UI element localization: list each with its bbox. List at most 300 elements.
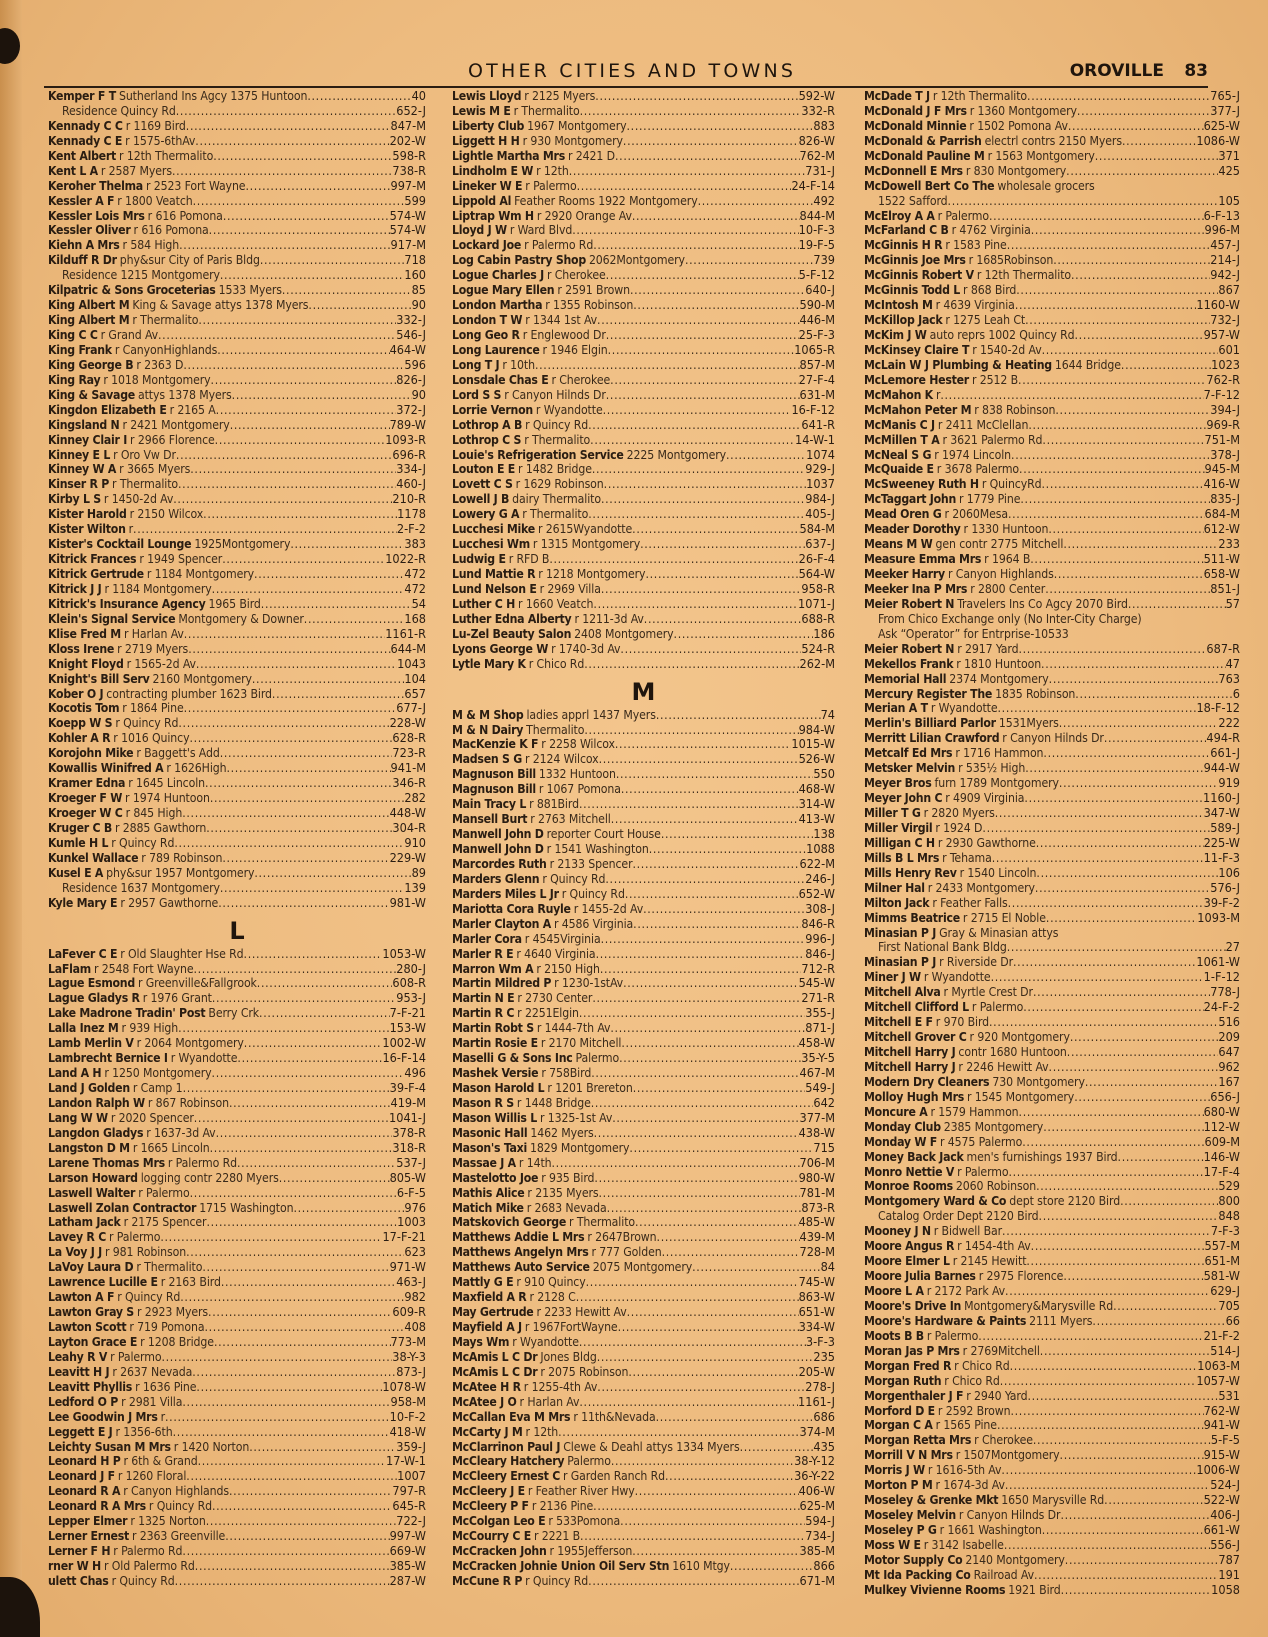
listing-name: Manwell John D (452, 827, 544, 842)
listing-row (452, 1499, 835, 1514)
dot-leader (1019, 1105, 1204, 1120)
listing-name: Memorial Hall (864, 671, 947, 686)
listing-name: Long Laurence (452, 342, 540, 357)
listing-row (48, 223, 426, 238)
dot-leader (1054, 567, 1204, 582)
listing-name: Martin Rosie E (452, 1036, 538, 1051)
listing-name: Meyer Bros (864, 776, 932, 791)
listing-name: Kent Albert (48, 148, 117, 163)
listing-name: Knight Floyd (48, 656, 124, 671)
dot-leader (1033, 1433, 1211, 1448)
phone-number: 661-J (1210, 746, 1240, 761)
phone-number: 377-M (799, 1110, 835, 1125)
dot-leader (1019, 462, 1204, 477)
listing-name: Morford D E (864, 1403, 935, 1418)
listing-address: r 2715 El Noble (962, 910, 1046, 925)
listing-name: McElroy A A (864, 208, 935, 223)
listing-address: r Wyandotte (923, 970, 991, 985)
listing-row (452, 642, 835, 657)
dot-leader (212, 1066, 405, 1081)
dot-leader (621, 1036, 798, 1051)
phone-number: 658-W (1203, 567, 1240, 581)
dot-leader (730, 1559, 813, 1574)
phone-number: 826-J (396, 372, 426, 387)
listing-name: King George B (48, 357, 134, 372)
phone-number: 40 (411, 89, 426, 103)
listing-address: r Wyandotte (535, 402, 603, 417)
listing-address: King & Savage attys 1378 Myers (132, 298, 309, 313)
listing-name: McKillop Jack (864, 313, 943, 328)
listing-row (864, 164, 1240, 179)
phone-number: 405-J (805, 507, 835, 522)
phone-number: 805-W (389, 1170, 426, 1185)
phone-number: 485-W (798, 1215, 835, 1230)
listing-name: Mitchell E F (864, 1015, 933, 1030)
dot-leader (1034, 1568, 1218, 1583)
phone-number: 468-W (798, 782, 835, 797)
listing-address: r 2930 Gawthorne (937, 835, 1036, 850)
listing-name: King Frank (48, 342, 112, 357)
listing-address: r 1616-5th Av (927, 1463, 1002, 1478)
listing-row (452, 194, 835, 209)
phone-number: 308-J (805, 901, 835, 916)
listing-row (48, 716, 426, 731)
dot-leader (1007, 238, 1211, 253)
dot-leader (1066, 164, 1218, 179)
phone-number: 718 (404, 253, 426, 268)
dot-leader (632, 209, 800, 224)
phone-number: 526-W (798, 752, 835, 767)
section-title: OTHER CITIES AND TOWNS (468, 60, 797, 82)
phone-number: 457-J (1210, 238, 1240, 253)
listing-name: London T W (452, 313, 523, 328)
listing-address: r 867 Robinson (147, 1095, 229, 1110)
listing-address: r 2060Mesa (944, 507, 1008, 522)
listing-address: r 12th (525, 1424, 559, 1439)
phone-number: 686 (813, 1409, 835, 1424)
phone-number: 10-F-3 (798, 223, 835, 238)
listing-name: McCleery P F (452, 1499, 529, 1514)
listing-row (452, 627, 835, 642)
listing-address: r Wyandotte (930, 701, 998, 716)
phone-number: 1178 (397, 507, 426, 522)
listing-name: Lucchesi Wm (452, 537, 530, 552)
dot-leader (1031, 1239, 1205, 1254)
phone-number: 789-W (389, 417, 426, 432)
phone-number: 739 (813, 253, 835, 268)
dot-leader (549, 552, 798, 567)
phone-number: 7-F-21 (389, 1006, 426, 1021)
dot-leader (193, 194, 405, 209)
listing-address: r 1637-3d Av (146, 1125, 216, 1140)
listing-name: Kennady C C (48, 118, 123, 133)
dot-leader (212, 991, 396, 1006)
listing-name: Landon Ralph W (48, 1095, 145, 1110)
listing-address: Catalog Order Dept 2120 Bird (878, 1209, 1039, 1224)
dot-leader (223, 209, 390, 224)
listing-address: r Camp 1 (132, 1081, 183, 1095)
listing-name: Korojohn Mike (48, 746, 134, 761)
listing-address: contr 1680 Huntoon (958, 1045, 1067, 1059)
phone-number: 318-R (392, 1140, 426, 1155)
phone-number: 287-W (389, 1573, 426, 1588)
dot-leader (161, 1350, 392, 1365)
phone-number: 787 (1218, 1552, 1240, 1567)
listing-address: r 1541 Washington (546, 842, 649, 856)
listing-address: 2060 Robinson (955, 1179, 1037, 1194)
listing-name: LaVoy Laura D (48, 1260, 134, 1275)
listing-row (48, 896, 426, 911)
listing-name: Marler Clayton A (452, 916, 551, 931)
listing-address: r Palermo Rd (524, 238, 594, 253)
listing-row (48, 328, 426, 343)
listing-address: r 2800 Center (970, 581, 1046, 596)
listing-name: ulett Chas (48, 1573, 109, 1588)
listing-address: r 777 Golden (591, 1245, 662, 1260)
listing-row (48, 388, 426, 403)
listing-name: Lineker W E (452, 178, 523, 193)
dot-leader (1043, 746, 1210, 761)
listing-row (452, 1320, 835, 1335)
phone-number: 797-R (392, 1484, 426, 1499)
listing-name: Kennady C E (48, 133, 123, 148)
listing-row (48, 746, 426, 761)
listing-row (452, 149, 835, 164)
listing-address: 2075 Montgomery (592, 1260, 693, 1275)
listing-address: r 3678 Palermo (936, 462, 1020, 477)
listing-name: Kramer Edna (48, 776, 126, 791)
listing-row (864, 1329, 1240, 1344)
listing-name: Koepp W S (48, 716, 113, 731)
dot-leader (226, 761, 390, 776)
listing-name: Merlin's Billiard Parlor (864, 716, 996, 731)
dot-leader (254, 866, 411, 881)
listing-address: r Quincy Rd (111, 1573, 175, 1588)
listing-row (452, 1440, 835, 1455)
listing-address: dept store 2120 Bird (1009, 1194, 1121, 1209)
phone-number: 21-F-2 (1203, 1328, 1240, 1343)
listing-address: r QuincyRd (981, 477, 1042, 492)
listing-row (48, 1141, 426, 1156)
listing-name: Mills Henry Rev (864, 865, 957, 880)
phone-number: 762-W (1203, 1403, 1240, 1418)
listing-name: Lague Esmond (48, 976, 135, 991)
listing-row (864, 881, 1240, 896)
listing-name: M & N Dairy (452, 722, 524, 737)
listing-address: r Palermo (957, 1164, 1009, 1179)
listing-row (864, 746, 1240, 761)
dot-leader (186, 1245, 404, 1260)
phone-number: 406-J (1210, 1508, 1240, 1523)
listing-address: r 1583 Pine (945, 238, 1007, 253)
listing-name: Mason Willis L (452, 1110, 537, 1125)
listing-address: r 1330 Huntoon (963, 522, 1049, 537)
listing-row (48, 1230, 426, 1245)
phone-number: 233 (1218, 537, 1240, 552)
listing-address: r 6th & Grand (123, 1454, 198, 1469)
dot-leader (740, 1440, 814, 1455)
listing-name: Knight's Bill Serv (48, 671, 150, 686)
directory-column-3 (864, 89, 1240, 1598)
listing-name: Lytle Mary K (452, 656, 526, 671)
phone-number: 848 (1218, 1209, 1240, 1224)
listing-address: Montgomery&Marysville Rd (964, 1298, 1114, 1313)
listing-row (452, 1036, 835, 1051)
dot-leader (982, 821, 1210, 836)
phone-number: 722-J (396, 1514, 426, 1529)
listing-name: Kohler A R (48, 731, 111, 746)
listing-name: Latham Jack (48, 1215, 121, 1230)
listing-address: r Thermalito (524, 432, 591, 447)
listing-address: men's furnishings 1937 Bird (966, 1149, 1118, 1164)
listing-address: r Thermalito (522, 507, 589, 522)
dot-leader (590, 433, 795, 448)
listing-address: r 1563 Montgomery (987, 148, 1095, 163)
listing-address: r 2548 Fort Wayne (93, 961, 194, 976)
listing-row (48, 1320, 426, 1335)
listing-name: Moseley & Grenke Mkt (864, 1493, 999, 1508)
listing-name: Kirby L S (48, 492, 101, 507)
listing-name: Mimms Beatrice (864, 910, 960, 925)
dot-leader (198, 1454, 386, 1469)
dot-leader (1026, 1254, 1204, 1269)
phone-number: 90 (411, 298, 426, 313)
phone-number: 596 (404, 357, 426, 372)
listing-name: Lu-Zel Beauty Salon (452, 626, 572, 641)
listing-name: Lothrop C S (452, 432, 522, 447)
listing-address: r 1740-3d Av (551, 641, 621, 656)
dot-leader (1000, 1374, 1197, 1389)
listing-address: 2225 Montgomery (626, 447, 727, 462)
phone-number: 74 (820, 707, 835, 722)
listing-name: McCracken John (452, 1544, 547, 1559)
listing-row (864, 388, 1240, 403)
phone-number: 652-J (396, 103, 426, 118)
listing-name: Laswell Walter (48, 1185, 136, 1200)
listing-address: From Chico Exchange only (No Inter-City Charge) (878, 611, 1142, 626)
page-number: 83 (1184, 61, 1208, 81)
listing-address: r Palermo Rd (167, 1155, 237, 1170)
listing-name: Morris J W (864, 1463, 925, 1478)
dot-leader (260, 253, 405, 268)
listing-address: Berry Crk (208, 1006, 260, 1021)
dot-leader (623, 134, 799, 149)
listing-address: 1644 Bridge (1054, 357, 1121, 372)
phone-number: 732-J (1210, 313, 1240, 328)
listing-name: McDonald Minnie (864, 118, 967, 133)
listing-address: r 2246 Hewitt Av (958, 1059, 1049, 1074)
listing-address: r 2125 Myers (524, 89, 596, 103)
dot-leader (1010, 1404, 1203, 1419)
phone-number: 10-F-2 (389, 1409, 426, 1424)
listing-row (48, 1305, 426, 1320)
listing-address: r 1540 Lincoln (959, 865, 1037, 880)
phone-number: 19-F-5 (798, 238, 835, 253)
listing-address: 1533 Myers (218, 283, 282, 298)
listing-address: r 1201 Brereton (547, 1081, 633, 1095)
listing-row (48, 373, 426, 388)
listing-row (452, 1215, 835, 1230)
listing-row (48, 821, 426, 836)
listing-row (452, 827, 835, 842)
dot-leader (592, 991, 801, 1006)
dot-leader (225, 1529, 389, 1544)
listing-row (48, 962, 426, 977)
dot-leader (998, 701, 1197, 716)
listing-row (48, 701, 426, 716)
listing-row (48, 164, 426, 179)
listing-name: McLemore Hester (864, 372, 969, 387)
listing-address: r Palermo (109, 1230, 161, 1245)
listing-address: r 616 Pomona (133, 223, 209, 238)
listing-address: r 1665 Lincoln (132, 1140, 210, 1155)
phone-number: 1002-W (382, 1036, 426, 1051)
phone-number: 957-W (1203, 328, 1240, 342)
phone-number: 657 (404, 686, 426, 701)
listing-name: Kiehn A Mrs (48, 238, 120, 253)
listing-address: Ask “Operator” for Entrprise-10533 (878, 626, 1069, 641)
phone-number: 16-F-12 (791, 402, 835, 417)
phone-number: 942-J (1210, 268, 1240, 283)
listing-row (452, 723, 835, 738)
listing-name: Liberty Club (452, 118, 525, 133)
listing-row (452, 104, 835, 119)
phone-number: 1041-J (389, 1110, 426, 1125)
listing-address: 2385 Montgomery (943, 1119, 1044, 1134)
listing-row (864, 672, 1240, 687)
listing-row (48, 1380, 426, 1395)
phone-number: 6 (1232, 686, 1240, 701)
listing-row (48, 642, 426, 657)
listing-address: r Thermalito (136, 1260, 203, 1275)
dot-leader (215, 433, 386, 448)
listing-address: r 2165 A (169, 402, 216, 417)
listing-row (864, 597, 1240, 612)
phone-number: 629-J (1210, 1284, 1240, 1298)
listing-address: r 1955Jefferson (549, 1544, 633, 1559)
dot-leader (1022, 1135, 1204, 1150)
dot-leader (1040, 1344, 1210, 1359)
dot-leader (1036, 836, 1204, 851)
listing-address: r 3621 Palermo Rd (942, 432, 1043, 447)
listing-name: Lonsdale Chas E (452, 372, 549, 387)
listing-address: Jones Bldg (540, 1349, 597, 1364)
listing-name: Mt Ida Packing Co (864, 1567, 971, 1582)
dot-leader (633, 917, 801, 932)
listing-address: r Quincy Rd (525, 417, 589, 432)
dot-leader (208, 1305, 392, 1320)
dot-leader (1059, 716, 1219, 731)
listing-row (864, 1404, 1240, 1419)
phone-number: 1053-W (382, 946, 426, 961)
dot-leader (599, 752, 799, 767)
dot-leader (1049, 672, 1219, 687)
dot-leader (1118, 1150, 1204, 1165)
listing-address: Palermo (567, 1454, 611, 1469)
listing-address: r 1565-2d Av (126, 656, 196, 671)
listing-row (452, 209, 835, 224)
dot-leader (649, 842, 806, 857)
listing-row (452, 1171, 835, 1186)
dot-leader (1007, 940, 1226, 955)
phone-number: 631-M (799, 387, 835, 402)
listing-name: Logue Mary Ellen (452, 283, 555, 298)
phone-number: 90 (411, 387, 426, 402)
listing-name: McGinnis Todd L (864, 283, 961, 298)
listing-name: Mariotta Cora Ruyle (452, 901, 571, 916)
listing-address: r 2150 High (536, 961, 600, 976)
listing-row (864, 1165, 1240, 1180)
listing-address: r 2969 Villa (539, 581, 601, 596)
listing-name: McTaggart John (864, 492, 957, 507)
phone-number: 976 (404, 1200, 426, 1215)
page-binding-edge (0, 0, 22, 1637)
listing-name: Luther C H (452, 596, 516, 611)
listing-row (452, 343, 835, 358)
listing-address: r CanyonHighlands (114, 342, 218, 357)
listing-address: r 2124 Wilcox (524, 752, 599, 767)
listing-row (864, 552, 1240, 567)
listing-row (452, 268, 835, 283)
dot-leader (1001, 1463, 1196, 1478)
listing-address: r 4586 Virginia (554, 916, 634, 931)
listing-row (452, 932, 835, 947)
listing-name: Marler R E (452, 946, 514, 961)
phone-number: 680-W (1203, 1104, 1240, 1119)
listing-address: r 1645 Lincoln (128, 776, 206, 791)
phone-number: 522-W (1203, 1493, 1240, 1508)
listing-address: 1332 Huntoon (538, 767, 616, 782)
listing-address: r 1448 Bridge (516, 1095, 591, 1110)
dot-leader (229, 1096, 391, 1111)
page-header (44, 58, 1208, 88)
dot-leader (726, 448, 806, 463)
dot-leader (205, 776, 392, 791)
phone-number: 112-W (1203, 1119, 1240, 1134)
phone-number: 496 (404, 1066, 426, 1081)
listing-address: r 1974 Huntoon (125, 791, 210, 806)
listing-address: r Palermo (110, 1349, 162, 1364)
phone-number: 941-M (390, 761, 426, 776)
dot-leader (160, 1230, 382, 1245)
dot-leader (282, 283, 412, 298)
listing-row (48, 1514, 426, 1529)
torn-page-corner (0, 1577, 40, 1637)
phone-number: 835-J (1210, 492, 1240, 507)
dot-leader (611, 1454, 794, 1469)
phone-number: 910 (404, 835, 426, 850)
listing-row (452, 1559, 835, 1574)
listing-address: r 1716 Hammon (955, 746, 1044, 761)
listing-row (452, 283, 835, 298)
listing-name: McAmis L C Dr (452, 1364, 538, 1379)
dot-leader (992, 851, 1204, 866)
listing-row (864, 1120, 1240, 1135)
listing-name: King & Savage (48, 387, 135, 402)
dot-leader (605, 872, 805, 887)
listing-name: Lund Mattie R (452, 567, 536, 581)
phone-number: 598-R (392, 148, 426, 163)
listing-name: Lloyd J W (452, 223, 507, 238)
listing-row (864, 194, 1240, 209)
listing-row (452, 812, 835, 827)
phone-number: 228-W (389, 716, 426, 731)
listing-row (48, 1126, 426, 1141)
listing-row (864, 1150, 1240, 1165)
listing-name: Miner J W (864, 970, 921, 985)
listing-row (864, 149, 1240, 164)
listing-address: r 1356-6th (115, 1424, 173, 1439)
